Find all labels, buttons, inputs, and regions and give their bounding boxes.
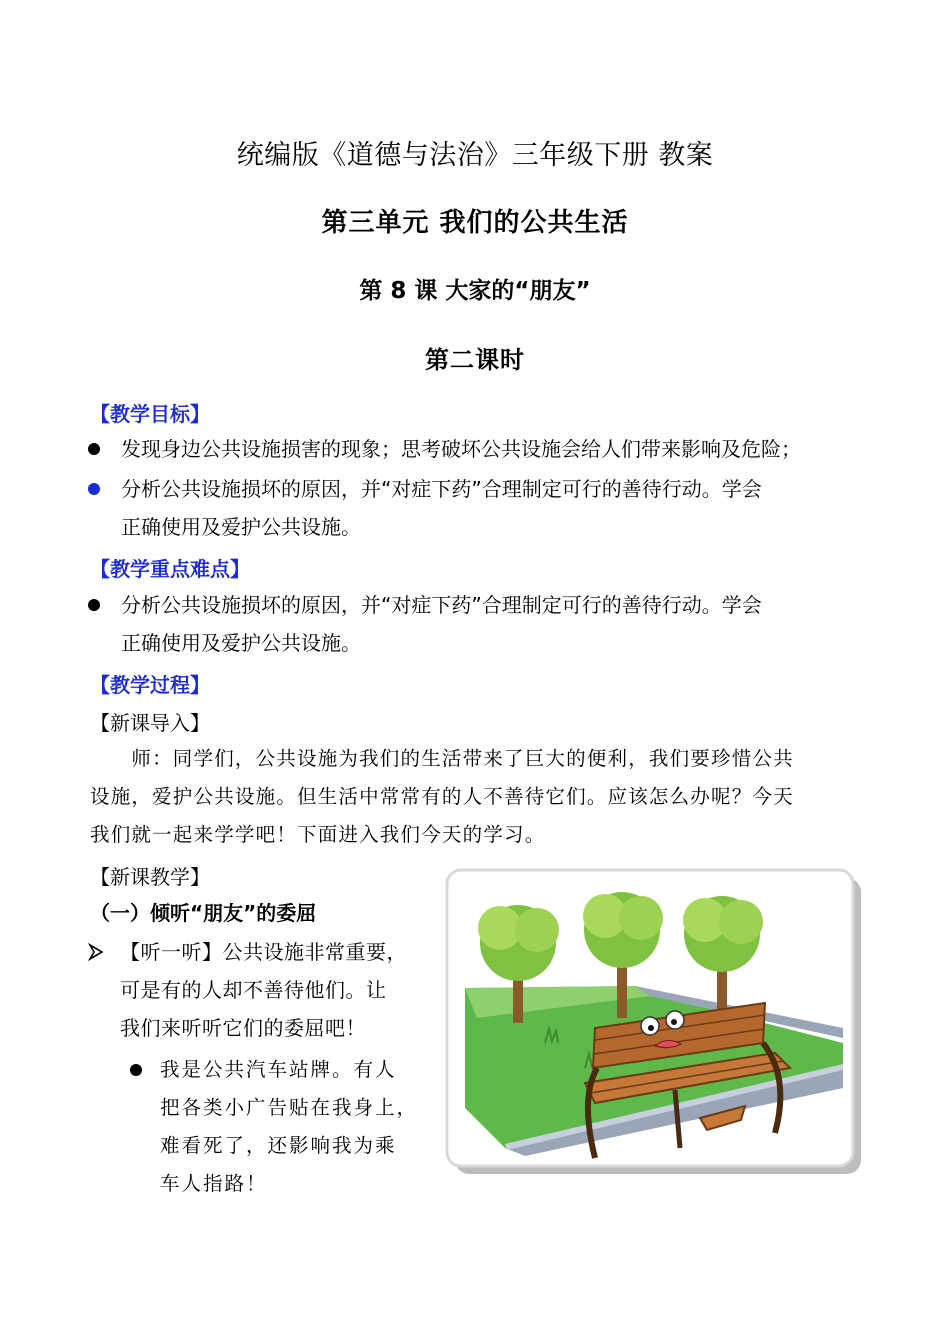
objectives-heading: 【教学目标】: [90, 402, 210, 426]
listen-line: 可是有的人却不善待他们。让: [120, 978, 387, 1002]
broken-bench-illustration: [445, 868, 863, 1176]
process-heading: 【教学过程】: [90, 673, 210, 697]
bullet-icon: [130, 1064, 142, 1076]
lesson-title: 第 8 课 大家的“朋友”: [359, 278, 591, 304]
intro-heading: 【新课导入】: [90, 711, 210, 735]
objective-line: 正确使用及爱护公共设施。: [121, 515, 361, 539]
intro-paragraph: [90, 740, 870, 854]
key-point-line: 分析公共设施损坏的原因，并“对症下药”合理制定可行的善待行动。学会: [121, 593, 762, 617]
sub-heading: （一）倾听“朋友”的委屈: [90, 901, 317, 925]
objective-line: 发现身边公共设施损害的现象；思考破坏公共设施会给人们带来影响及危险；: [121, 437, 801, 461]
intro-line: 师：同学们，公共设施为我们的生活带来了巨大的便利，我们要珍惜公共: [90, 747, 794, 770]
bullet-icon: [88, 599, 100, 611]
bus-stop-line: 难看死了，还影响我为乘: [160, 1134, 397, 1157]
intro-line: 我们就一起来学学吧！下面进入我们今天的学习。: [90, 823, 546, 846]
arrow-icon: [88, 933, 104, 985]
objective-line: 分析公共设施损坏的原因，并“对症下药”合理制定可行的善待行动。学会: [121, 477, 762, 501]
intro-line: 设施，爱护公共设施。但生活中常常有的人不善待它们。应该怎么办呢？今天: [90, 785, 794, 808]
bus-stop-line: 车人指路！: [160, 1172, 268, 1195]
teach-heading: 【新课教学】: [90, 865, 210, 889]
listen-text: [120, 933, 420, 1047]
bus-stop-text: [160, 1051, 420, 1203]
key-point-line: 正确使用及爱护公共设施。: [121, 631, 361, 655]
bullet-icon: [88, 443, 100, 455]
listen-line: 我们来听听它们的委屈吧！: [120, 1016, 366, 1040]
bus-stop-line: 把各类小广告贴在我身上，: [160, 1096, 419, 1119]
period-title: 第二课时: [425, 346, 525, 374]
bus-stop-line: 我是公共汽车站牌。有人: [160, 1058, 397, 1081]
unit-title: 第三单元 我们的公共生活: [321, 208, 629, 238]
key-points-heading: 【教学重点难点】: [90, 557, 250, 581]
bullet-icon: [88, 483, 100, 495]
document-title: 统编版《道德与法治》三年级下册 教案: [236, 140, 714, 171]
listen-line: 【听一听】公共设施非常重要，: [120, 940, 407, 964]
